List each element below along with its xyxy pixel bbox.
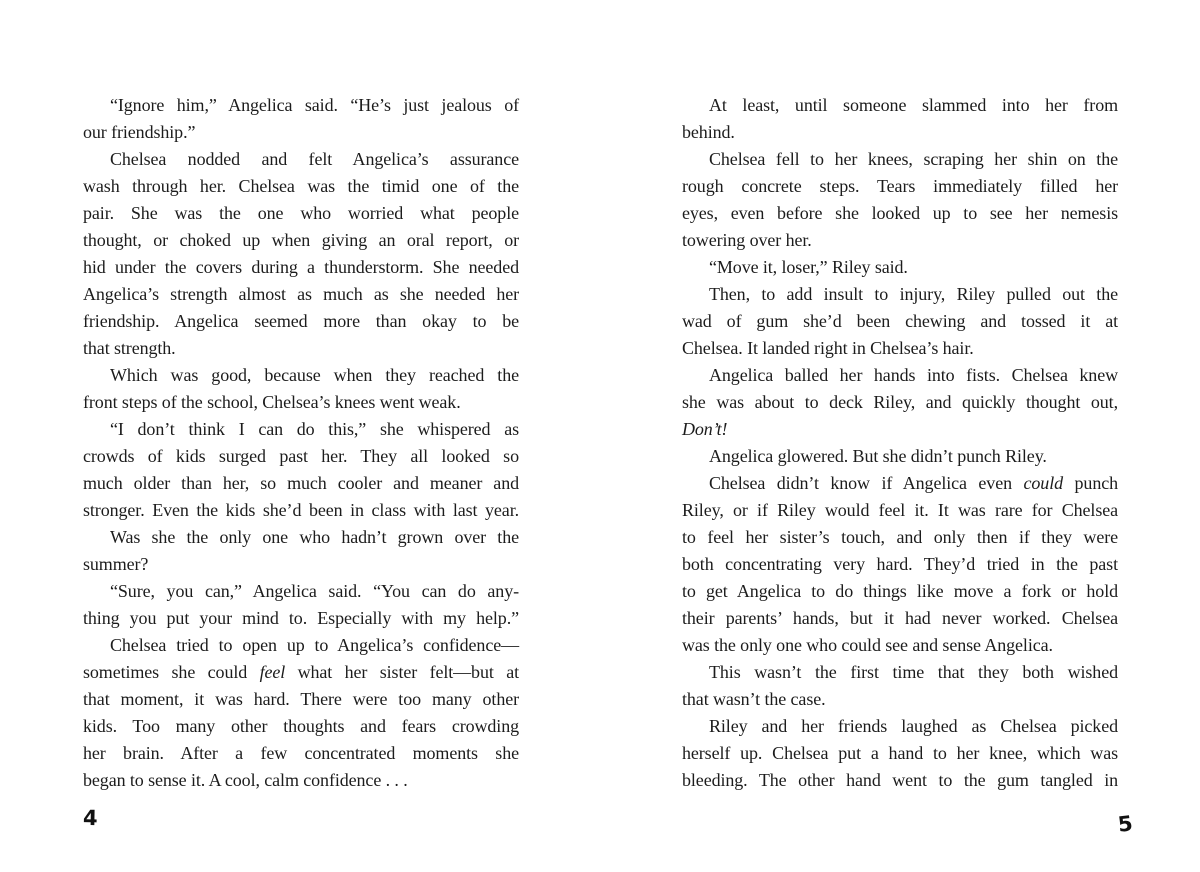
text-line [682,200,1118,227]
text-line [682,281,1118,308]
text-segment: began to sense it. A cool, calm confidence . . . [83,770,408,790]
text-segment: bleeding. The other hand went to the gum tangled in [682,770,1118,790]
text-line [682,605,1118,632]
text-line [682,551,1118,578]
text-segment: pair. She was the one who worried what people [83,203,519,223]
text-line [83,443,519,470]
text-line [682,254,1118,281]
text-segment: much older than her, so much cooler and meaner and [83,473,519,493]
italic-text: could [1023,473,1064,493]
text-line [83,173,519,200]
text-line [83,200,519,227]
italic-text: feel [259,662,286,682]
text-line [682,119,1118,146]
text-segment: both concentrating very hard. They’d tried in the past [682,554,1118,574]
text-line [682,767,1118,794]
text-line [682,632,1118,659]
text-segment: to get Angelica to do things like move a fork or hold [682,581,1118,601]
text-line [682,713,1118,740]
text-segment: summer? [83,554,149,574]
text-line [682,470,1118,497]
text-segment: to feel her sister’s touch, and only then if they were [682,527,1118,547]
page-number-right: 5 [1116,811,1135,837]
text-segment: Chelsea fell to her knees, scraping her shin on the [709,149,1118,169]
left-page-text [83,92,519,794]
text-segment: Chelsea tried to open up to Angelica’s confidence— [110,635,519,655]
text-segment: front steps of the school, Chelsea’s knees went weak. [83,392,461,412]
text-segment: “Ignore him,” Angelica said. “He’s just jealous of [110,95,519,115]
text-segment: her brain. After a few concentrated moments she [83,743,519,763]
text-line [83,497,519,524]
text-line [83,254,519,281]
text-segment: This wasn’t the first time that they both wished [709,662,1118,682]
text-line [83,119,519,146]
text-segment: Riley and her friends laughed as Chelsea picked [709,716,1118,736]
right-page-text [682,92,1118,794]
text-segment: Angelica’s strength almost as much as she needed her [83,284,519,304]
text-line [83,659,519,686]
text-line [682,227,1118,254]
text-segment: that wasn’t the case. [682,689,826,709]
text-segment: towering over her. [682,230,812,250]
text-line [682,578,1118,605]
text-line [83,632,519,659]
text-line [682,497,1118,524]
text-segment: Chelsea nodded and felt Angelica’s assurance [110,149,519,169]
text-line [83,281,519,308]
text-line [83,389,519,416]
page-number-left: 4 [82,805,98,831]
text-line [83,713,519,740]
text-segment: crowds of kids surged past her. They all looked so [83,446,519,466]
text-line [682,659,1118,686]
text-segment: wash through her. Chelsea was the timid one of the [83,176,519,196]
text-line [83,416,519,443]
text-segment: she was about to deck Riley, and quickly thought out, [682,392,1118,412]
text-line [682,416,1118,443]
text-segment: Angelica glowered. But she didn’t punch Riley. [709,446,1047,466]
text-segment: our friendship.” [83,122,196,142]
text-segment: “Sure, you can,” Angelica said. “You can do any- [110,581,519,601]
text-segment: wad of gum she’d been chewing and tossed it at [682,311,1118,331]
text-line [682,443,1118,470]
text-line [682,362,1118,389]
text-line [83,470,519,497]
text-segment: thought, or choked up when giving an oral report, or [83,230,519,250]
text-line [83,92,519,119]
text-segment: punch [1063,473,1119,493]
text-line [83,335,519,362]
text-line [682,389,1118,416]
text-line [682,308,1118,335]
text-line [682,146,1118,173]
text-line [83,605,519,632]
text-segment: Which was good, because when they reached the [110,365,519,385]
text-line [83,740,519,767]
text-segment: Angelica balled her hands into fists. Chelsea knew [709,365,1118,385]
text-segment: that moment, it was hard. There were too many other [83,689,519,709]
text-line [83,524,519,551]
text-segment: sometimes she could [83,662,260,682]
text-line [682,686,1118,713]
text-segment: stronger. Even the kids she’d been in class with last year. [83,500,519,520]
text-segment: kids. Too many other thoughts and fears crowding [83,716,519,736]
text-segment: Was she the only one who hadn’t grown over the [110,527,519,547]
text-segment: Chelsea. It landed right in Chelsea’s hair. [682,338,974,358]
text-line [83,362,519,389]
text-segment: Riley, or if Riley would feel it. It was rare for Chelsea [682,500,1118,520]
text-segment: Then, to add insult to injury, Riley pulled out the [709,284,1118,304]
text-segment: herself up. Chelsea put a hand to her knee, which was [682,743,1118,763]
text-segment: rough concrete steps. Tears immediately filled her [682,176,1118,196]
italic-text: Don’t! [682,419,728,439]
text-line [83,227,519,254]
text-segment: thing you put your mind to. Especially with my help.” [83,608,519,628]
text-segment: friendship. Angelica seemed more than okay to be [83,311,519,331]
text-segment: that strength. [83,338,176,358]
text-segment: “I don’t think I can do this,” she whispered as [110,419,519,439]
text-line [83,146,519,173]
text-segment: “Move it, loser,” Riley said. [709,257,908,277]
text-segment: At least, until someone slammed into her from [709,95,1118,115]
text-line [83,767,519,794]
text-line [83,308,519,335]
text-segment: what her sister felt—but at [285,662,519,682]
text-line [682,740,1118,767]
text-line [682,335,1118,362]
text-segment: hid under the covers during a thunderstorm. She needed [83,257,519,277]
text-segment: eyes, even before she looked up to see her nemesis [682,203,1118,223]
text-line [83,551,519,578]
text-line [682,173,1118,200]
text-segment: Chelsea didn’t know if Angelica even [709,473,1024,493]
text-line [682,92,1118,119]
text-segment: was the only one who could see and sense Angelica. [682,635,1053,655]
text-line [682,524,1118,551]
text-segment: behind. [682,122,735,142]
text-line [83,578,519,605]
text-segment: their parents’ hands, but it had never worked. Chelsea [682,608,1118,628]
text-line [83,686,519,713]
